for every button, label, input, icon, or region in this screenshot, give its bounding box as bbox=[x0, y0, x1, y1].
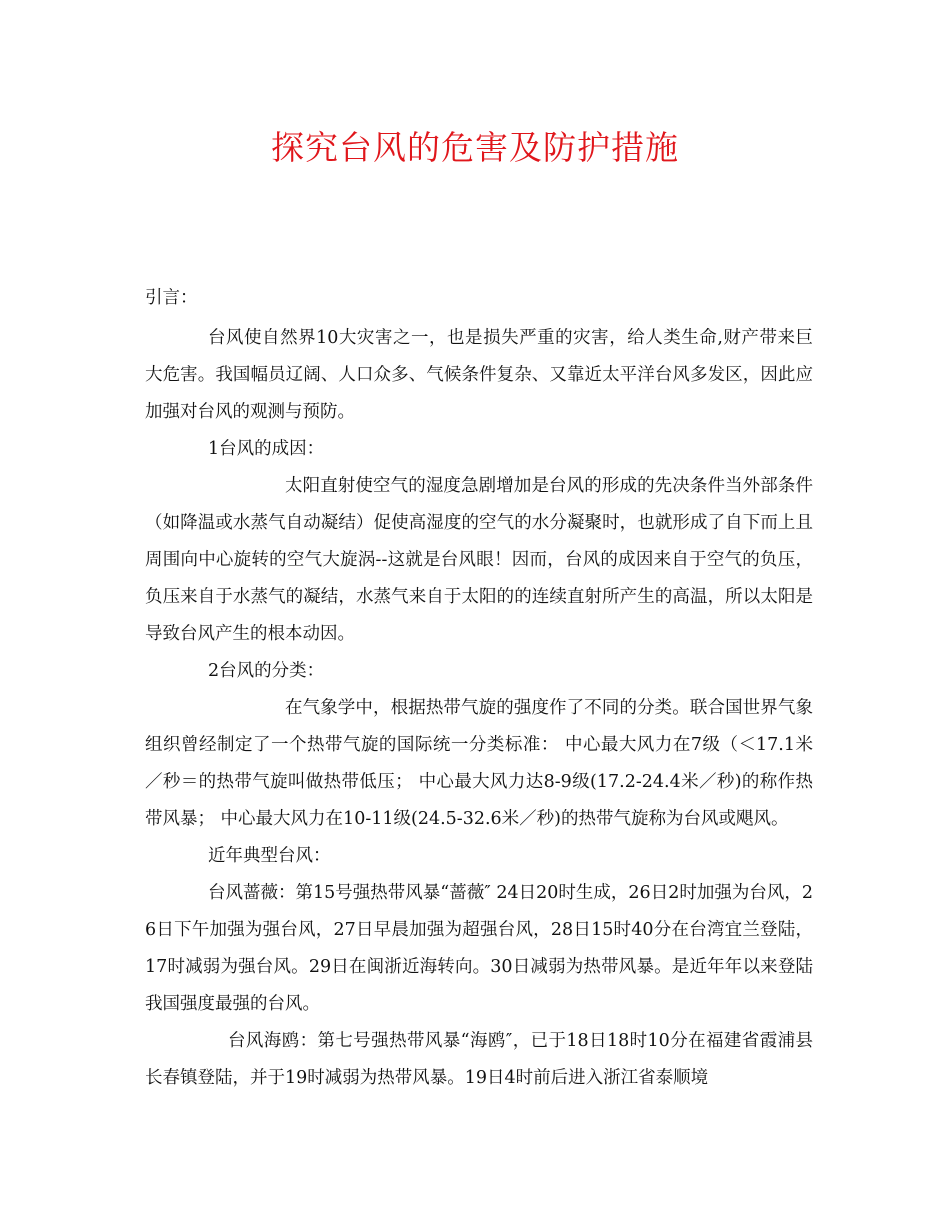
document-body bbox=[145, 280, 813, 1097]
section1-heading: 1台风的成因： bbox=[208, 439, 325, 459]
intro-label: 引言： bbox=[145, 288, 198, 308]
intro-paragraph: 台风使自然界10大灾害之一，也是损失严重的灾害，给人类生命,财产带来巨大危害。我国幅员辽阔、人口众多、气候条件复杂、又靠近太平洋台风多发区，因此应加强对台风的观测与预防。 bbox=[145, 328, 813, 422]
section2-paragraph: 在气象学中，根据热带气旋的强度作了不同的分类。联合国世界气象组织曾经制定了一个热带气旋的国际统一分类标准： 中心最大风力在7级（＜17.1米／秒＝的热带气旋叫做热带低压； 中心最大风力达8-9级(17.2-24.4米／秒)的称作热带风暴； 中心最大风力在10-11级(24.5-32.6米／秒)的热带气旋称为台风或飓风。 bbox=[145, 698, 813, 829]
typhoon-kalmaegi-paragraph: 台风海鸥：第七号强热带风暴“海鸥″，已于18日18时10分在福建省霞浦县长春镇登陆，并于19时减弱为热带风暴。19日4时前后进入浙江省泰顺境 bbox=[145, 1031, 813, 1088]
section1-paragraph: 太阳直射使空气的湿度急剧增加是台风的形成的先决条件当外部条件（如降温或水蒸气自动凝结）促使高湿度的空气的水分凝聚时，也就形成了自下而上且周围向中心旋转的空气大旋涡--这就是台风眼！因而，台风的成因来自于空气的负压，负压来自于水蒸气的凝结，水蒸气来自于太阳的的连续直射所产生的高温，所以太阳是导致台风产生的根本动因。 bbox=[145, 476, 813, 644]
document-title: 探究台风的危害及防护措施 bbox=[271, 128, 679, 167]
section2-heading: 2台风的分类： bbox=[208, 661, 325, 681]
recent-typhoons-heading: 近年典型台风： bbox=[208, 846, 331, 866]
typhoon-rosa-paragraph: 台风蔷薇：第15号强热带风暴“蔷薇″ 24日20时生成，26日2时加强为台风，26日下午加强为强台风，27日早晨加强为超强台风，28日15时40分在台湾宜兰登陆，17时减弱为强台风。29日在闽浙近海转向。30日减弱为热带风暴。是近年年以来登陆我国强度最强的台风。 bbox=[145, 883, 813, 1014]
